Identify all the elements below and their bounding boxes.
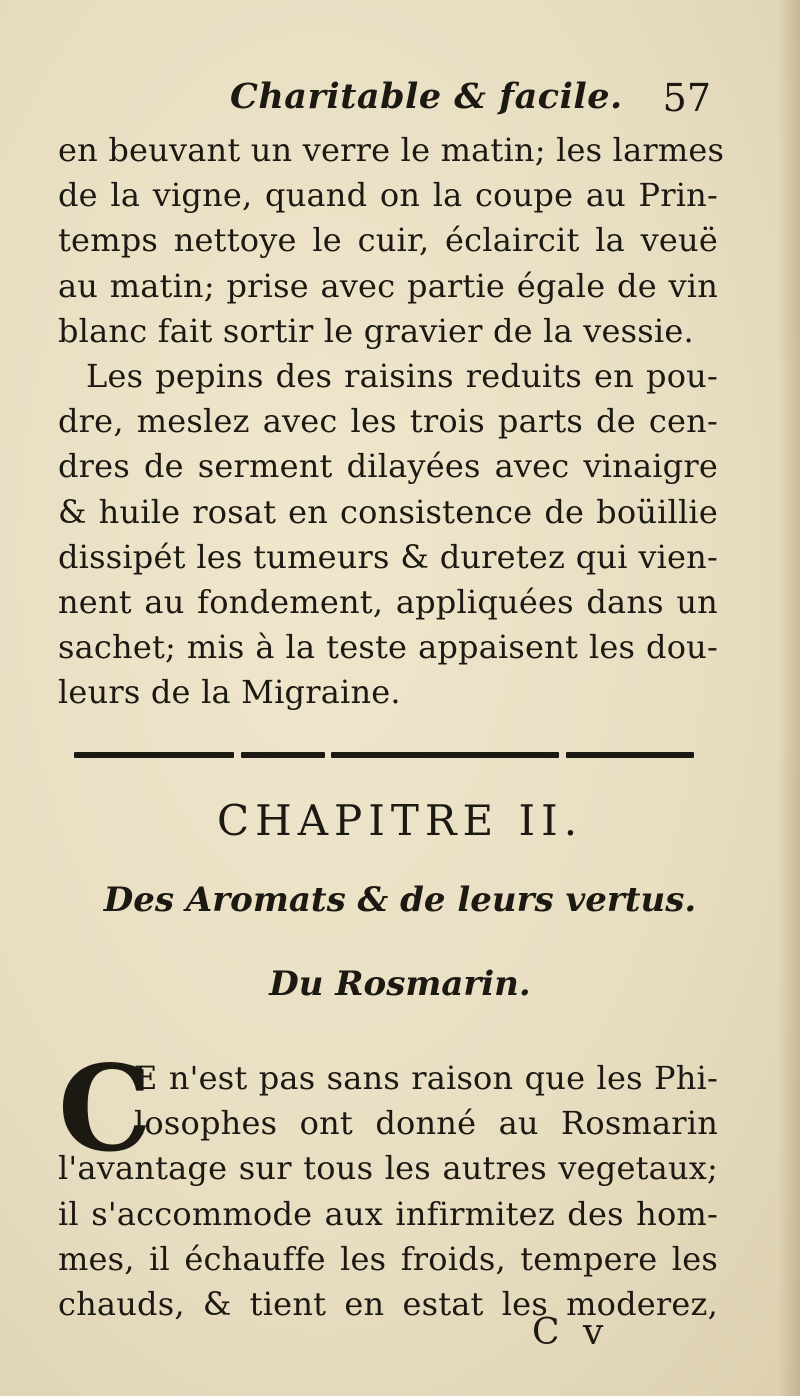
paragraph-grapevine-tears: [58, 128, 725, 354]
text-line: E n'est pas sans raison que les Phi-: [134, 1059, 718, 1097]
ornamental-rule: [74, 752, 694, 760]
text-line: l'avantage sur tous les autres vegetaux;: [58, 1149, 718, 1188]
rule-segment: [566, 752, 694, 758]
running-head-title: Charitable & facile.: [230, 76, 623, 117]
page-number: 57: [662, 76, 711, 120]
text-line: dissipét les tumeurs & duretez qui vien-: [58, 537, 718, 576]
text-line: losophes ont donné au Rosmarin: [134, 1104, 718, 1143]
text-line: blanc fait sortir le gravier de la vessie.: [58, 311, 694, 350]
text-line: chauds, & tient en estat les moderez,: [58, 1284, 718, 1323]
chapter-subtitle: Des Aromats & de leurs vertus.: [103, 880, 697, 920]
text-line: & huile rosat en consistence de boüillie: [58, 492, 718, 531]
text-line: au matin; prise avec partie égale de vin: [58, 266, 718, 305]
text-line: dres de serment dilayées avec vinaigre: [58, 447, 718, 486]
paragraph-rosmarin: [58, 1056, 718, 1327]
text-line: en beuvant un verre le matin; les larmes: [58, 131, 725, 169]
signature-mark: C v: [532, 1312, 610, 1353]
page-edge-shadow: [778, 0, 800, 1396]
text-line: mes, il échauffe les froids, tempere les: [58, 1239, 718, 1278]
text-line: il s'accommode aux infirmitez des hom-: [58, 1194, 718, 1233]
text-line: de la vigne, quand on la coupe au Prin-: [58, 176, 718, 215]
text-line: Les pepins des raisins reduits en pou-: [86, 357, 718, 395]
rule-segment: [241, 752, 325, 758]
chapter-heading: CHAPITRE II.: [216, 796, 584, 845]
text-line: nent au fondement, appliquées dans un: [58, 582, 718, 621]
rule-segment: [331, 752, 559, 758]
text-line: temps nettoye le cuir, éclaircit la veuë: [58, 221, 718, 260]
text-line: sachet; mis à la teste appaisent les dou-: [58, 628, 718, 667]
section-title: Du Rosmarin.: [269, 964, 531, 1004]
running-head: [60, 72, 715, 132]
text-line: leurs de la Migraine.: [58, 673, 401, 712]
drop-cap-initial: C: [58, 1039, 152, 1178]
paragraph-grape-seeds: [58, 354, 718, 716]
rule-segment: [74, 752, 234, 758]
text-line: dre, meslez avec les trois parts de cen-: [58, 402, 718, 441]
